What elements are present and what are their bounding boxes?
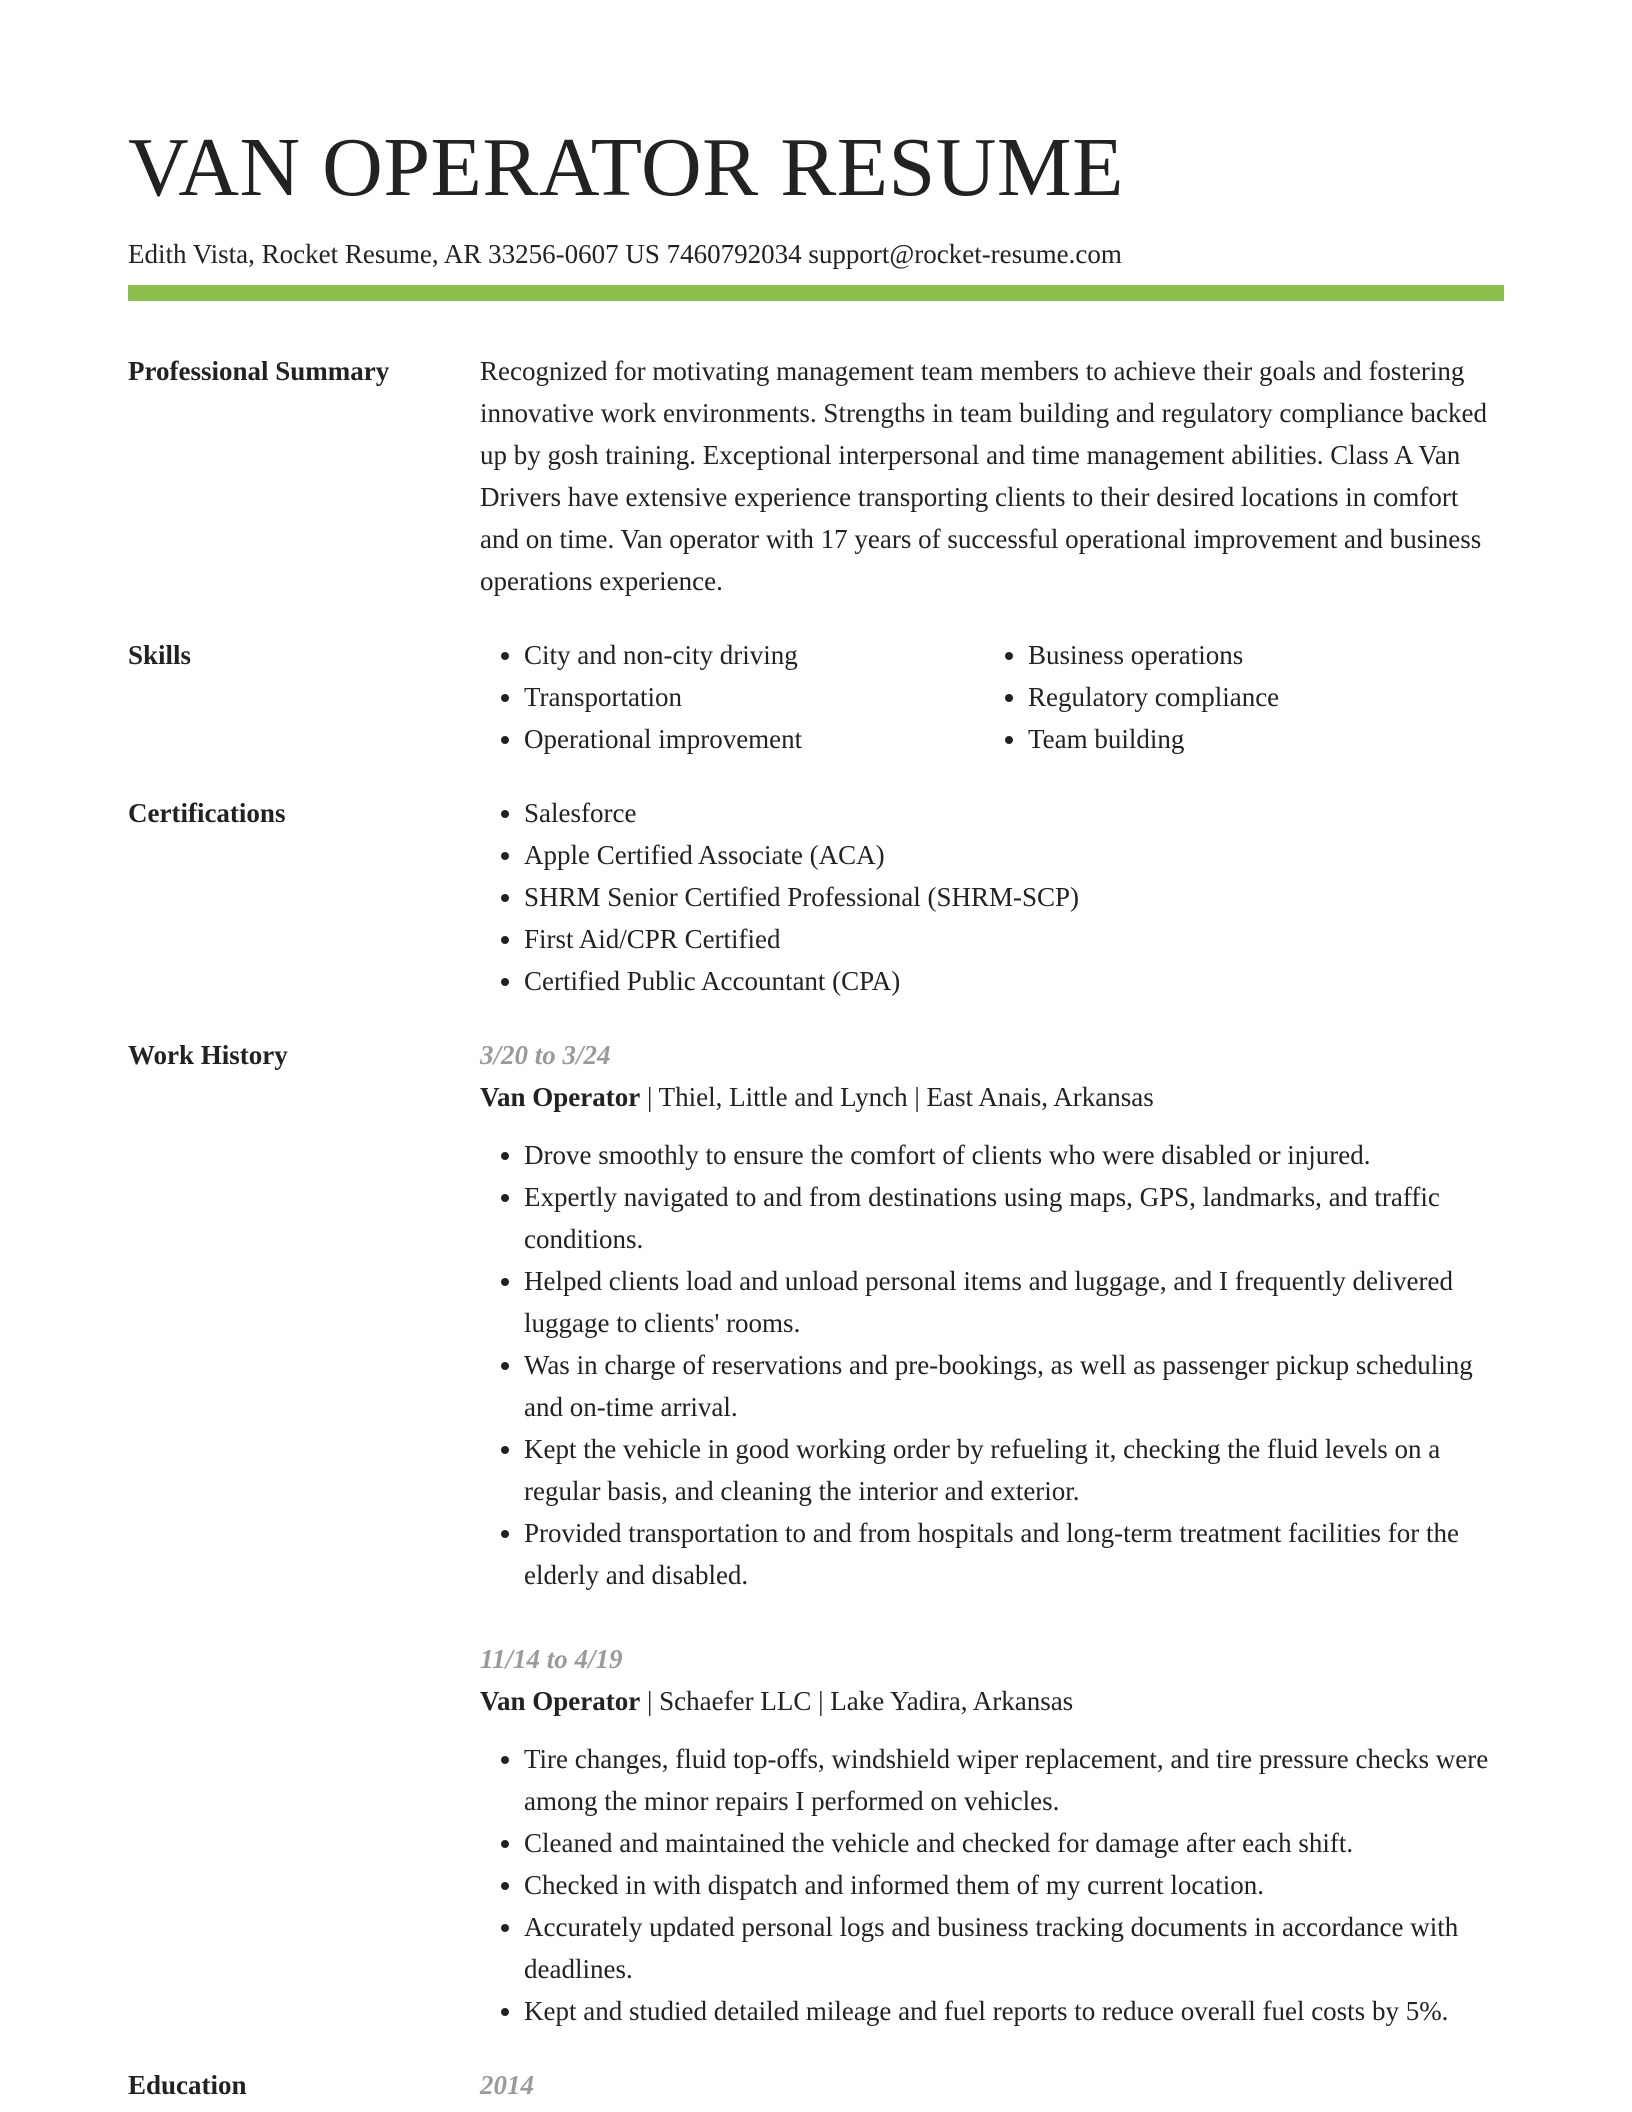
skills-body bbox=[480, 634, 1504, 760]
job-bullet: • Was in charge of reservations and pre-bookings, as well as passenger pickup scheduling and on-time arrival. bbox=[524, 1344, 1504, 1428]
job-date: 3/20 to 3/24 bbox=[480, 1040, 611, 1070]
certification-item: • Salesforce bbox=[524, 792, 1504, 834]
skills-column-right bbox=[984, 634, 1488, 760]
work-history-label: Work History bbox=[128, 1040, 288, 1070]
skills-column-left bbox=[480, 634, 984, 760]
skill-item: • Transportation bbox=[524, 676, 984, 718]
education-label: Education bbox=[128, 2070, 247, 2100]
skill-item: • Team building bbox=[1028, 718, 1488, 760]
work-history-body bbox=[480, 1034, 1504, 2032]
certification-item: • SHRM Senior Certified Professional (SHRM-SCP) bbox=[524, 876, 1504, 918]
certifications-section bbox=[128, 792, 1504, 1002]
summary-section bbox=[128, 350, 1504, 602]
job-title-line bbox=[480, 1680, 1504, 1722]
job-bullet: • Accurately updated personal logs and business tracking documents in accordance with deadlines. bbox=[524, 1906, 1504, 1990]
job-details: | Schaefer LLC | Lake Yadira, Arkansas bbox=[640, 1686, 1074, 1716]
accent-divider bbox=[128, 285, 1504, 301]
job-bullet: • Tire changes, fluid top-offs, windshield wiper replacement, and tire pressure checks were among the minor repairs I performed on vehicles. bbox=[524, 1738, 1504, 1822]
education-date: 2014 bbox=[480, 2070, 534, 2100]
certifications-body bbox=[480, 792, 1504, 1002]
skill-item: • Operational improvement bbox=[524, 718, 984, 760]
job-bullet: • Kept and studied detailed mileage and fuel reports to reduce overall fuel costs by 5%. bbox=[524, 1990, 1504, 2032]
summary-label: Professional Summary bbox=[128, 356, 390, 386]
skill-item: • City and non-city driving bbox=[524, 634, 984, 676]
education-body bbox=[480, 2064, 1504, 2106]
certification-item: • Certified Public Accountant (CPA) bbox=[524, 960, 1504, 1002]
job-bullet: • Expertly navigated to and from destinations using maps, GPS, landmarks, and traffic conditions. bbox=[524, 1176, 1504, 1260]
contact-line: Edith Vista, Rocket Resume, AR 33256-0607 US 7460792034 support@rocket-resume.com bbox=[128, 239, 1122, 269]
job-bullet: • Checked in with dispatch and informed them of my current location. bbox=[524, 1864, 1504, 1906]
skill-item: • Business operations bbox=[1028, 634, 1488, 676]
job-entry bbox=[480, 1638, 1504, 2032]
work-history-section bbox=[128, 1034, 1504, 2032]
skills-section bbox=[128, 634, 1504, 760]
job-bullet: • Provided transportation to and from hospitals and long-term treatment facilities for the elderly and disabled. bbox=[524, 1512, 1504, 1596]
certification-item: • First Aid/CPR Certified bbox=[524, 918, 1504, 960]
job-bullet: • Cleaned and maintained the vehicle and checked for damage after each shift. bbox=[524, 1822, 1504, 1864]
skills-label: Skills bbox=[128, 640, 192, 670]
education-section bbox=[128, 2064, 1504, 2106]
job-bullet: • Kept the vehicle in good working order by refueling it, checking the fluid levels on a regular basis, and cleaning the interior and exterior. bbox=[524, 1428, 1504, 1512]
job-role: Van Operator bbox=[480, 1686, 641, 1716]
skill-item: • Regulatory compliance bbox=[1028, 676, 1488, 718]
job-role: Van Operator bbox=[480, 1082, 641, 1112]
resume-header bbox=[128, 118, 1504, 270]
resume-content bbox=[128, 350, 1504, 2112]
job-bullet: • Helped clients load and unload personal items and luggage, and I frequently delivered luggage to clients' rooms. bbox=[524, 1260, 1504, 1344]
job-details: | Thiel, Little and Lynch | East Anais, Arkansas bbox=[640, 1082, 1154, 1112]
job-bullet: • Drove smoothly to ensure the comfort of clients who were disabled or injured. bbox=[524, 1134, 1504, 1176]
summary-text: Recognized for motivating management team members to achieve their goals and fostering innovative work environments. Strengths in team building and regulatory compliance backed up by gosh training. Exceptional interpersonal and time management abilities. Class A Van Drivers have extensive experience transporting clients to their desired locations in comfort and on time. Van operator with 17 years of successful operational improvement and business operations experience. bbox=[480, 356, 1487, 596]
job-date: 11/14 to 4/19 bbox=[480, 1644, 623, 1674]
certifications-label: Certifications bbox=[128, 798, 286, 828]
resume-title: VAN OPERATOR RESUME bbox=[128, 121, 1124, 214]
job-title-line bbox=[480, 1076, 1504, 1118]
summary-body bbox=[480, 350, 1504, 602]
certification-item: • Apple Certified Associate (ACA) bbox=[524, 834, 1504, 876]
job-entry bbox=[480, 1034, 1504, 1596]
